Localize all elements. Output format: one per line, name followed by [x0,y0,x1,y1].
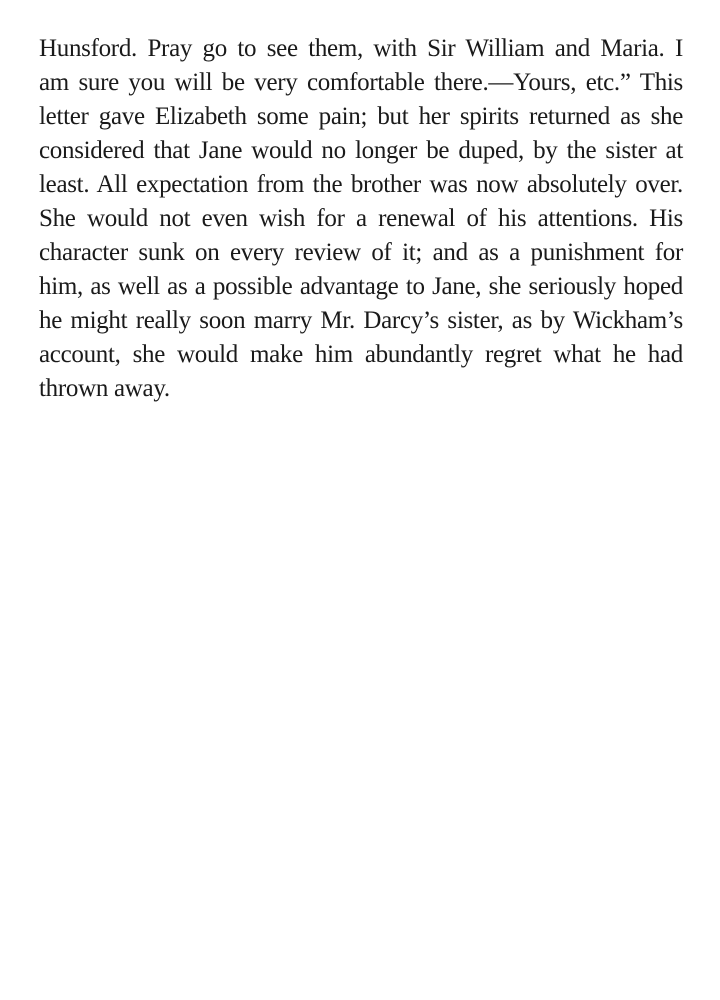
text-line-9: he might really soon marry Mr. Darcy’s sister, as by Wickham’s [39,307,683,334]
text-line-4: considered that Jane would no longer be duped, by the sister at [39,137,683,164]
text-line-8: him, as well as a possible advantage to Jane, she seriously hoped [39,273,683,300]
text-line-11: thrown away. [39,375,170,402]
text-line-10: account, she would make him abundantly regret what he had [39,341,683,368]
text-line-5: least. All expectation from the brother was now absolutely over. [39,171,683,198]
text-line-2: am sure you will be very comfortable there.—Yours, etc.” This [39,69,683,96]
text-line-7: character sunk on every review of it; and as a punishment for [39,239,683,266]
text-line-3: letter gave Elizabeth some pain; but her spirits returned as she [39,103,683,130]
text-line-1: Hunsford. Pray go to see them, with Sir William and Maria. I [39,35,683,62]
text-line-6: She would not even wish for a renewal of his attentions. His [39,205,683,232]
body-paragraph [39,32,683,406]
